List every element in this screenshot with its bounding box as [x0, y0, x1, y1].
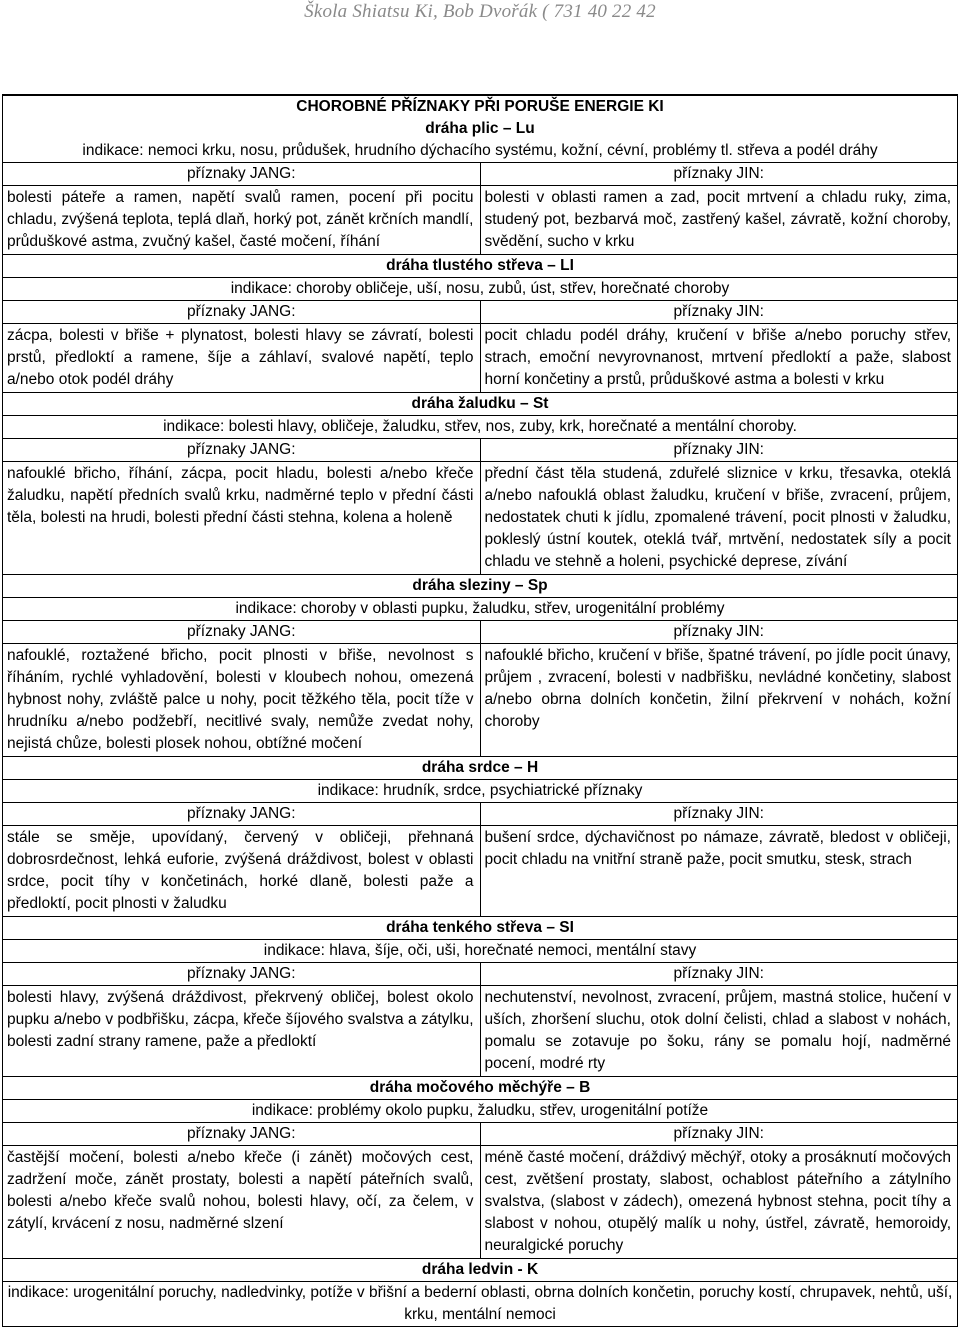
section-stomach — [3, 392, 957, 574]
jin-label: příznaky JIN: — [673, 303, 764, 320]
section-title: dráha močového měchýře – B — [369, 1079, 591, 1096]
symptom-row — [3, 985, 957, 1076]
symptom-row — [3, 461, 957, 574]
section-small-intestine — [3, 916, 957, 1076]
section-lungs — [3, 118, 957, 254]
label-row — [3, 620, 957, 643]
label-row — [3, 962, 957, 985]
label-row — [3, 162, 957, 185]
section-kidneys — [3, 1258, 957, 1326]
jin-label: příznaky JIN: — [673, 1125, 764, 1142]
jin-label: příznaky JIN: — [673, 965, 764, 982]
jin-symptoms: bušení srdce, dýchavičnost po námaze, závratě, bledost v obličeji, pocit chladu na vnitřní straně paže, pocit smutku, stesk, strach — [484, 829, 951, 868]
jin-label: příznaky JIN: — [673, 165, 764, 182]
section-title: dráha sleziny – Sp — [412, 577, 548, 594]
jin-symptoms: bolesti v oblasti ramen a zad, pocit mrtvení a chladu ruky, zima, studený pot, bezbarvá moč, zastřený kašel, závratě, kožní choroby, svědění, sucho v krku — [484, 189, 951, 250]
section-heart — [3, 756, 957, 916]
jang-symptoms: zácpa, bolesti v břiše + plynatost, bolesti hlavy se závratí, bolesti prstů, předloktí a ramene, šíje a záhlaví, svalové napětí, teplo a/nebo otok podél dráhy — [3, 324, 481, 392]
label-row — [3, 438, 957, 461]
section-title: dráha srdce – H — [421, 759, 539, 776]
jin-symptoms: nafouklé břicho, kručení v břiše, špatné trávení, po jídle pocit únavy, průjem , zvracení, bolesti v nadbřišku, nevládné končetiny, slabost a/nebo obrna dolních končetin, žilní překrvení v nohách, kožní choroby — [484, 647, 951, 730]
section-spleen — [3, 574, 957, 756]
section-indication: indikace: hrudník, srdce, psychiatrické příznaky — [3, 779, 957, 802]
jang-label: příznaky JANG: — [3, 803, 481, 825]
jin-label: příznaky JIN: — [673, 805, 764, 822]
jang-label: příznaky JANG: — [3, 963, 481, 985]
page-header — [0, 0, 960, 23]
section-title: dráha plic – Lu — [425, 120, 535, 137]
document-title: CHOROBNÉ PŘÍZNAKY PŘI PORUŠE ENERGIE KI — [296, 98, 664, 115]
section-title: dráha žaludku – St — [411, 395, 549, 412]
label-row — [3, 802, 957, 825]
section-indication: indikace: choroby v oblasti pupku, žaludku, střev, urogenitální problémy — [3, 597, 957, 620]
jang-symptoms: nafouklé břicho, říhání, zácpa, pocit hladu, bolesti a/nebo křeče žaludku, napětí předních svalů krku, nadměrné teplo v přední části těla, bolesti na hrudi, bolesti přední části stehna, kolena a holeně — [3, 462, 481, 574]
symptom-row — [3, 825, 957, 916]
jin-label: příznaky JIN: — [673, 623, 764, 640]
jang-symptoms: bolesti páteře a ramen, napětí svalů ramen, pocení při pocitu chladu, zvýšená teplota, teplá dlaň, horký pot, zánět krčních mandlí, průduškové astma, zvučný kašel, časté močení, říhání — [3, 186, 481, 254]
symptom-row — [3, 643, 957, 756]
jin-label: příznaky JIN: — [673, 441, 764, 458]
symptom-row — [3, 323, 957, 392]
section-title: dráha tlustého střeva – LI — [386, 257, 574, 274]
jang-label: příznaky JANG: — [3, 301, 481, 323]
label-row — [3, 1122, 957, 1145]
symptom-row — [3, 185, 957, 254]
section-indication: indikace: urogenitální poruchy, nadledvinky, potíže v břišní a bederní oblasti, obrna dolních končetin, poruchy kostí, chrupavek, nehtů, uší, krku, mentální nemoci — [3, 1281, 957, 1326]
jang-label: příznaky JANG: — [3, 621, 481, 643]
jang-label: příznaky JANG: — [3, 439, 481, 461]
symptom-row — [3, 1145, 957, 1258]
symptom-table — [2, 94, 958, 1327]
section-bladder — [3, 1076, 957, 1258]
header-text: Škola Shiatsu Ki, Bob Dvořák ( 731 40 22 42 — [304, 1, 656, 22]
label-row — [3, 300, 957, 323]
section-indication: indikace: nemoci krku, nosu, průdušek, hrudního dýchacího systému, kožní, cévní, problémy tl. střeva a podél dráhy — [82, 142, 878, 159]
jin-symptoms: přední část těla studená, zduřelé sliznice v krku, třesavka, oteklá a/nebo nafouklá oblast žaludku, kručení v břiše, zvracení, průjem, nedostatek chuti k jídlu, zpomalené trávení, pocit plnosti v žaludku, pokleslý ústní koutek, oteklá tvář, mrtvění, nedostatek síly a pocit chladu ve stehně a holeni, psychické deprese, zívání — [484, 465, 951, 570]
jang-symptoms: nafouklé, roztažené břicho, pocit plnosti v břiše, nevolnost s říháním, rychlé vyhladovění, bolesti v kloubech nohou, omezená hybnost nohy, zvláště palce u nohy, pocit těžkého těla, pocit tíže v hrudníku a/nebo podžebří, necitlivé svaly, nemůže zvedat nohy, nejistá chůze, bolesti plosek nohou, obtížné močení — [3, 644, 481, 756]
section-indication: indikace: bolesti hlavy, obličeje, žaludku, střev, nos, zuby, krk, horečnaté a mentální choroby. — [3, 415, 957, 438]
section-indication: indikace: choroby obličeje, uší, nosu, zubů, úst, střev, horečnaté choroby — [3, 277, 957, 300]
jang-symptoms: častější močení, bolesti a/nebo křeče (i zánět) močových cest, zadržení moče, zánět prostaty, bolesti a napětí páteřních svalů, bolesti a/nebo křeče svalů nohou, bolesti hlavy, očí, za čelem, v zátylí, krvácení z nosu, nadměrné slzení — [3, 1146, 481, 1258]
jang-symptoms: stále se směje, upovídaný, červený v obličeji, přehnaná dobrosrdečnost, lehká euforie, zvýšená dráždivost, bolest v oblasti srdce, pocit tíhy v končetinách, horké dlaně, bolesti paže a předloktí, pocit plnosti v žaludku — [3, 826, 481, 916]
section-indication: indikace: hlava, šíje, oči, uši, horečnaté nemoci, mentální stavy — [3, 939, 957, 962]
section-large-intestine — [3, 254, 957, 392]
section-title: dráha ledvin - K — [421, 1261, 539, 1278]
jang-symptoms: bolesti hlavy, zvýšená dráždivost, překrvený obličej, bolest okolo pupku a/nebo v podbřišku, zácpa, křeče šíjového svalstva a zátylku, bolesti zadní strany ramene, paže a předloktí — [3, 986, 481, 1076]
jang-label: příznaky JANG: — [3, 1123, 481, 1145]
section-title: dráha tenkého střeva – SI — [386, 919, 574, 936]
jin-symptoms: méně časté močení, dráždivý měchýř, otoky a prosáknutí močových cest, zvětšení prostaty, slabost, ochablost páteřního a zátylního svalstva, (slabost v zádech), omezená hybnost stehna, pocit tíhy a slabost v nohou, otupělý malík u nohy, ústřel, závratě, hemoroidy, neuralgické poruchy — [484, 1149, 951, 1254]
jin-symptoms: pocit chladu podél dráhy, kručení v břiše a/nebo poruchy střev, strach, emoční nevyrovnanost, mrtvení předloktí a paže, slabost horní končetiny a prstů, průduškové astma a bolesti v krku — [484, 327, 951, 388]
jang-label: příznaky JANG: — [3, 163, 481, 185]
jin-symptoms: nechutenství, nevolnost, zvracení, průjem, mastná stolice, hučení v uších, zhoršení sluchu, otok dolní čelisti, chlad a slabost v nohách, pomalu se zotavuje po šoku, rány se pomalu hojí, nadměrné pocení, modré rty — [484, 989, 951, 1072]
section-indication: indikace: problémy okolo pupku, žaludku, střev, urogenitální potíže — [3, 1099, 957, 1122]
